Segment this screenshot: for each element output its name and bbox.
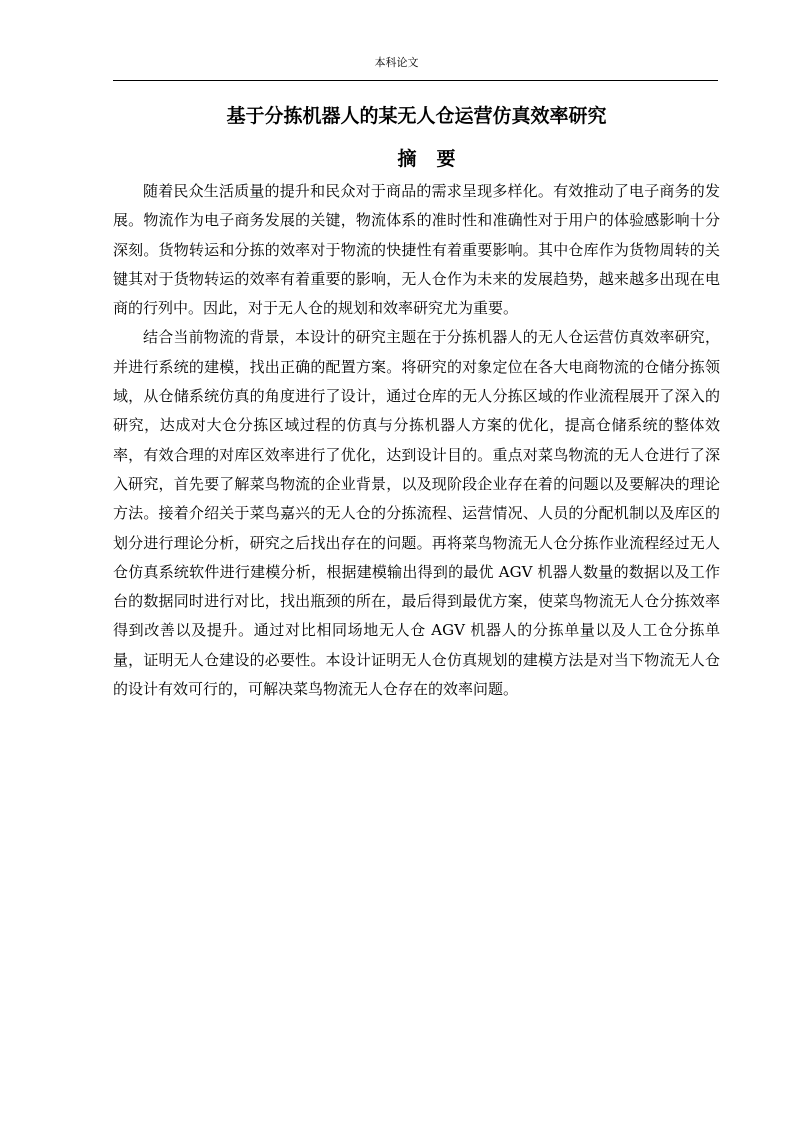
abstract-paragraph-1: 随着民众生活质量的提升和民众对于商品的需求呈现多样化。有效推动了电子商务的发展。物流作为电子商务发展的关键，物流体系的准时性和准确性对于用户的体验感影响十分深刻。货物转运和分拣的效率对于物流的快捷性有着重要影响。其中仓库作为货物周转的关键其对于货物转运的效率有着重要的影响，无人仓作为未来的发展趋势，越来越多出现在电商的行列中。因此，对于无人仓的规划和效率研究尤为重要。 [113,182,720,318]
paper-title: 基于分拣机器人的某无人仓运营仿真效率研究 [226,105,607,127]
abstract-heading: 摘要 [397,148,476,170]
page-header: 本科论文 [374,56,419,69]
header-divider [113,80,718,81]
abstract-body [113,177,720,704]
abstract-paragraph-2: 结合当前物流的背景，本设计的研究主题在于分拣机器人的无人仓运营仿真效率研究，并进行系统的建模，找出正确的配置方案。将研究的对象定位在各大电商物流的仓储分拣领域，从仓储系统仿真的角度进行了设计，通过仓库的无人分拣区域的作业流程展开了深入的研究，达成对大仓分拣区域过程的仿真与分拣机器人方案的优化，提高仓储系统的整体效率，有效合理的对库区效率进行了优化，达到设计目的。重点对菜鸟物流的无人仓进行了深入研究，首先要了解菜鸟物流的企业背景，以及现阶段企业存在着的问题以及要解决的理论方法。接着介绍关于菜鸟嘉兴的无人仓的分拣流程、运营情况、人员的分配机制以及库区的划分进行理论分析，研究之后找出存在的问题。再将菜鸟物流无人仓分拣作业流程经过无人仓仿真系统软件进行建模分析，根据建模输出得到的最优 AGV 机器人数量的数据以及工作台的数据同时进行对比，找出瓶颈的所在，最后得到最优方案，使菜鸟物流无人仓分拣效率得到改善以及提升。通过对比相同场地无人仓 AGV 机器人的分拣单量以及人工仓分拣单量，证明无人仓建设的必要性。本设计证明无人仓仿真规划的建模方法是对当下物流无人仓的设计有效可行的，可解决菜鸟物流无人仓存在的效率问题。 [113,328,720,699]
